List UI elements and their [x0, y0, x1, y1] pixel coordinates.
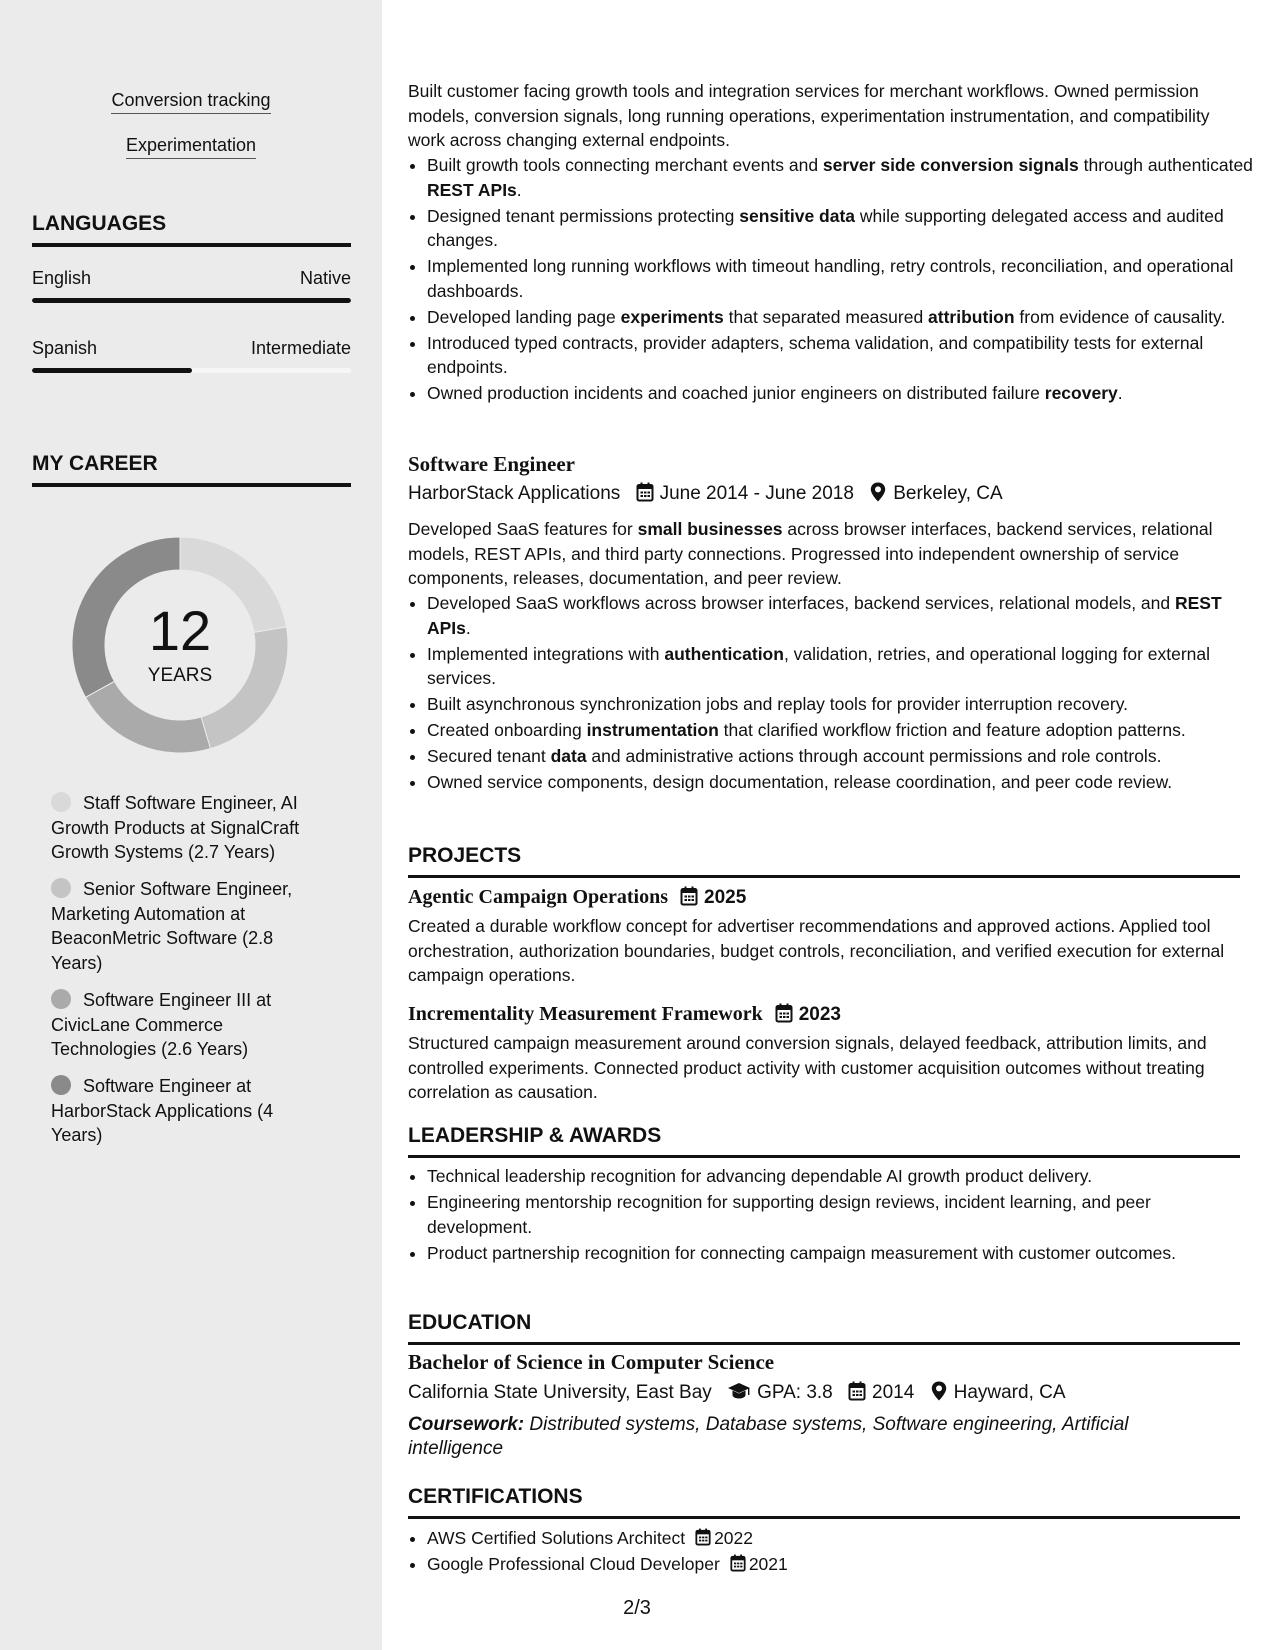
- leadership-heading: LEADERSHIP & AWARDS: [408, 1122, 1240, 1158]
- languages-heading: LANGUAGES: [32, 210, 351, 247]
- language-proficiency-fill: [32, 298, 351, 303]
- education-heading: EDUCATION: [408, 1309, 1240, 1345]
- career-heading: MY CAREER: [32, 450, 351, 487]
- skill-tag: Conversion tracking: [32, 88, 350, 114]
- skill-tag: Experimentation: [32, 133, 350, 159]
- list-item: • Secured tenant data and administrative actions through account permissions and role controls.: [427, 744, 1259, 769]
- location-pin-icon: [930, 1381, 948, 1401]
- project-description: Structured campaign measurement around conversion signals, delayed feedback, attribution limits, and controlled experiments. Connected product activity with customer acquisition outcomes without treating correlation as causation.: [408, 1033, 1207, 1102]
- experience-summary: Developed SaaS features for small businesses across browser interfaces, backend services, relational models, REST APIs, and third party connections. Progressed into independent ownership of service components, releases, documentation, and peer review.: [408, 519, 1213, 588]
- graduation-cap-icon: [727, 1381, 751, 1401]
- certifications-heading: CERTIFICATIONS: [408, 1483, 1240, 1519]
- sidebar: [0, 0, 382, 1650]
- list-item: • Built growth tools connecting merchant events and server side conversion signals through authenticated REST APIs.: [427, 153, 1259, 202]
- career-total-unit: YEARS: [147, 665, 213, 686]
- career-legend-label: Senior Software Engineer, Marketing Automation at BeaconMetric Software (2.8 Years): [51, 879, 293, 973]
- project-title: [408, 1001, 841, 1028]
- list-item: • Built asynchronous synchronization jobs and replay tools for provider interruption recovery.: [427, 692, 1259, 717]
- career-legend-item: [51, 1074, 321, 1148]
- list-item: • Implemented long running workflows with timeout handling, retry controls, reconciliation, and operational dashboards.: [427, 254, 1259, 303]
- list-item: • Owned service components, design documentation, release coordination, and peer code review.: [427, 770, 1259, 795]
- project-title: [408, 884, 746, 911]
- experience-bullets: [408, 153, 1259, 407]
- school-name: California State University, East Bay: [408, 1382, 712, 1403]
- career-legend-item: [51, 791, 321, 865]
- certification-year: 2021: [748, 1554, 788, 1574]
- project-description: Created a durable workflow concept for advertiser recommendations and approved actions. Applied tool orchestration, authorization boundaries, budget controls, reconciliation, and verified execution for external campaign operations.: [408, 916, 1225, 985]
- language-row: [32, 336, 351, 360]
- certification-item: [427, 1526, 1259, 1551]
- graduation-year: 2014: [872, 1382, 915, 1403]
- experience-bullets: [408, 591, 1259, 796]
- language-name: Spanish: [32, 338, 98, 358]
- page-number: 2/3: [623, 1597, 651, 1619]
- career-donut-segment: [86, 681, 211, 753]
- school-location: Hayward, CA: [953, 1382, 1066, 1403]
- language-row: [32, 266, 351, 290]
- career-legend-label: Software Engineer III at CivicLane Commerce Technologies (2.6 Years): [51, 990, 272, 1059]
- projects-heading: PROJECTS: [408, 842, 1240, 878]
- career-legend-dot: [51, 878, 71, 898]
- list-item: • Developed landing page experiments that separated measured attribution from evidence of causality.: [427, 305, 1259, 330]
- list-item: • Engineering mentorship recognition for supporting design reviews, incident learning, and peer development.: [427, 1190, 1259, 1239]
- leadership-list: [408, 1164, 1259, 1267]
- career-legend-dot: [51, 1075, 71, 1095]
- calendar-icon: [730, 1554, 746, 1572]
- project-name: Agentic Campaign Operations: [408, 886, 668, 908]
- experience-summary: Built customer facing growth tools and integration services for merchant workflows. Owned permission models, conversion signals, long running operations, experimentation instrumentation, and compatibility work across changing external endpoints.: [408, 81, 1210, 150]
- career-legend-dot: [51, 989, 71, 1009]
- language-proficiency-bar: [32, 368, 351, 373]
- job-title: Software Engineer: [408, 452, 576, 476]
- language-level: Intermediate: [250, 338, 351, 358]
- project-name: Incrementality Measurement Framework: [408, 1003, 763, 1025]
- education-meta: [408, 1380, 1240, 1406]
- language-level: Native: [299, 268, 351, 288]
- job-location: Berkeley, CA: [893, 483, 1003, 504]
- coursework-label: Coursework:: [408, 1414, 525, 1435]
- calendar-icon: [775, 1003, 793, 1023]
- list-item: • Implemented integrations with authentication, validation, retries, and operational logging for external services.: [427, 642, 1259, 691]
- career-legend-label: Staff Software Engineer, AI Growth Products at SignalCraft Growth Systems (2.7 Years): [51, 793, 300, 862]
- certification-item: [427, 1552, 1259, 1577]
- career-total-years: 12: [148, 599, 212, 662]
- language-proficiency-fill: [32, 368, 192, 373]
- coursework-list: Distributed systems, Database systems, Software engineering, Artificial intelligence: [408, 1414, 1129, 1459]
- gpa: GPA: 3.8: [757, 1382, 833, 1403]
- certification-name: Google Professional Cloud Developer: [427, 1554, 720, 1574]
- list-item: • Introduced typed contracts, provider adapters, schema validation, and compatibility tests for external endpoints.: [427, 331, 1259, 380]
- calendar-icon: [695, 1528, 711, 1546]
- list-item: • Developed SaaS workflows across browser interfaces, backend services, relational models, and REST APIs.: [427, 591, 1259, 640]
- list-item: • Owned production incidents and coached junior engineers on distributed failure recovery.: [427, 381, 1259, 406]
- company-name: HarborStack Applications: [408, 483, 621, 504]
- language-proficiency-bar: [32, 298, 351, 303]
- certification-year: 2022: [714, 1528, 754, 1548]
- main-content: [408, 0, 1253, 1650]
- project-year: 2023: [798, 1004, 841, 1025]
- calendar-icon: [848, 1381, 866, 1401]
- degree-title: Bachelor of Science in Computer Science: [408, 1350, 775, 1374]
- location-pin-icon: [869, 482, 887, 502]
- list-item: • Technical leadership recognition for advancing dependable AI growth product delivery.: [427, 1164, 1259, 1189]
- certifications-list: [408, 1526, 1259, 1578]
- list-item: • Designed tenant permissions protecting sensitive data while supporting delegated access and audited changes.: [427, 204, 1259, 253]
- language-name: English: [32, 268, 92, 288]
- career-legend-label: Software Engineer at HarborStack Applications (4 Years): [51, 1076, 274, 1145]
- list-item: • Product partnership recognition for connecting campaign measurement with customer outcomes.: [427, 1241, 1259, 1266]
- list-item: • Created onboarding instrumentation that clarified workflow friction and feature adoption patterns.: [427, 718, 1259, 743]
- project-year: 2025: [704, 887, 747, 908]
- career-legend-item: [51, 877, 321, 975]
- calendar-icon: [636, 482, 654, 502]
- career-legend-dot: [51, 792, 71, 812]
- coursework: [408, 1413, 1208, 1461]
- calendar-icon: [680, 886, 698, 906]
- job-meta: [408, 481, 1240, 507]
- job-dates: June 2014 - June 2018: [659, 483, 854, 504]
- career-legend-item: [51, 988, 321, 1062]
- certification-name: AWS Certified Solutions Architect: [427, 1528, 686, 1548]
